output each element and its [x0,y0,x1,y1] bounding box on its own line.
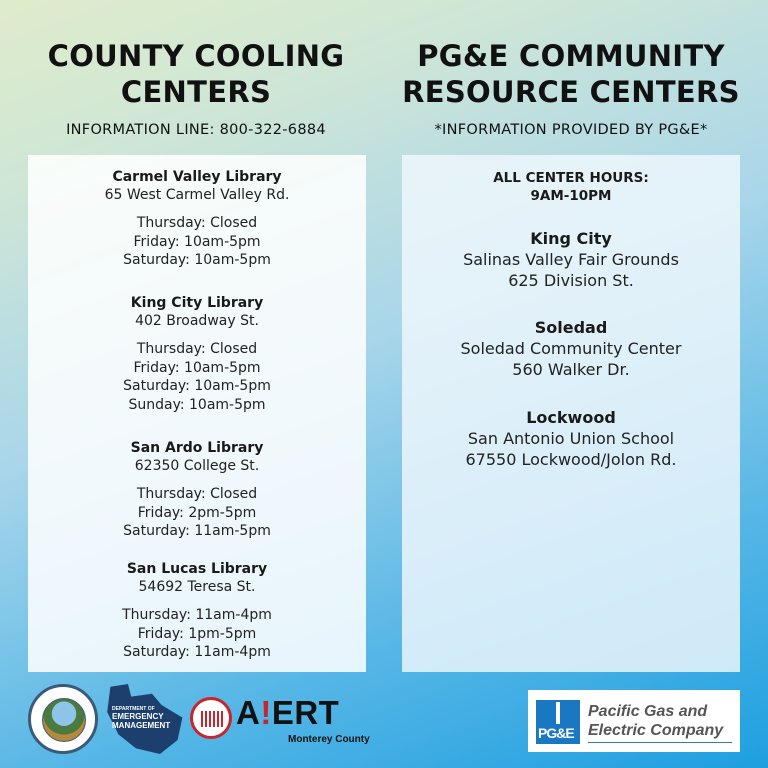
alert-logo-wordmark: A!ERT [236,694,340,731]
alert-signal-icon [190,697,232,739]
library-card [28,560,366,662]
oem-line: DEPARTMENT OF [112,706,155,712]
information-line: INFORMATION LINE: 800-322-6884 [66,122,326,138]
all-hours-value: 9AM-10PM [530,188,612,204]
center-address: 67550 Lockwood/Jolon Rd. [465,450,677,469]
center-place: Soledad Community Center [460,339,682,358]
library-hours [28,214,366,270]
center-place: Salinas Valley Fair Grounds [463,250,679,269]
pge-note: *INFORMATION PROVIDED BY PG&E* [434,122,708,138]
hours-line: Friday: 10am-5pm [133,233,261,250]
center-address: 625 Division St. [508,271,634,290]
library-address: 62350 College St. [134,458,260,474]
hours-line: Thursday: Closed [136,341,258,357]
hours-line: Saturday: 10am-5pm [123,252,271,268]
hours-line: Saturday: 10am-5pm [123,378,271,394]
pge-company-name: Pacific Gas and Electric Company [588,703,724,739]
pge-logo [528,690,740,752]
resource-center-card [402,407,740,470]
center-city: Lockwood [526,408,616,427]
hours-line: Friday: 2pm-5pm [137,504,257,521]
resource-center-card [402,317,740,380]
center-city: Soledad [534,318,608,337]
oem-line: MANAGEMENT [112,721,171,730]
heading-line-2: CENTERS [120,75,272,109]
all-hours-label: ALL CENTER HOURS: [493,170,649,186]
library-hours [28,340,366,414]
heading-line-1: PG&E COMMUNITY [417,39,725,73]
library-card [28,439,366,541]
cooling-centers-heading [20,38,372,110]
library-hours [28,606,366,662]
oem-line: EMERGENCY [112,712,164,721]
seal-emblem-icon [42,698,86,742]
resource-center-card [402,228,740,291]
hours-line: Sunday: 10am-5pm [128,396,266,413]
library-address: 402 Broadway St. [135,313,259,329]
resource-centers-panel [402,155,740,672]
library-name: San Lucas Library [126,561,268,577]
library-hours [28,485,366,541]
center-city: King City [530,229,612,248]
county-seal-logo [28,684,98,754]
emergency-management-logo [104,684,184,754]
library-address: 54692 Teresa St. [138,579,256,595]
hours-line: Thursday: Closed [136,486,258,502]
heading-line-2: RESOURCE CENTERS [402,75,740,109]
hours-line: Saturday: 11am-5pm [123,523,271,539]
heading-line-1: COUNTY COOLING [47,39,345,73]
resource-centers-heading [398,38,744,110]
library-card [28,294,366,414]
center-address: 560 Walker Dr. [512,360,630,379]
library-name: Carmel Valley Library [112,169,282,185]
hours-line: Friday: 10am-5pm [133,359,261,376]
pge-mark-icon: PG&E [536,700,580,744]
hours-line: Thursday: Closed [136,215,258,231]
hours-line: Thursday: 11am-4pm [122,607,272,623]
cooling-centers-panel [28,155,366,672]
hours-line: Saturday: 11am-4pm [123,644,271,660]
library-address: 65 West Carmel Valley Rd. [104,187,290,203]
library-name: King City Library [130,295,264,311]
center-place: San Antonio Union School [467,429,675,448]
alert-logo-subtitle: Monterey County [288,734,370,745]
library-card [28,168,366,270]
hours-line: Friday: 1pm-5pm [137,625,257,642]
all-center-hours [402,169,740,205]
library-name: San Ardo Library [130,440,264,456]
